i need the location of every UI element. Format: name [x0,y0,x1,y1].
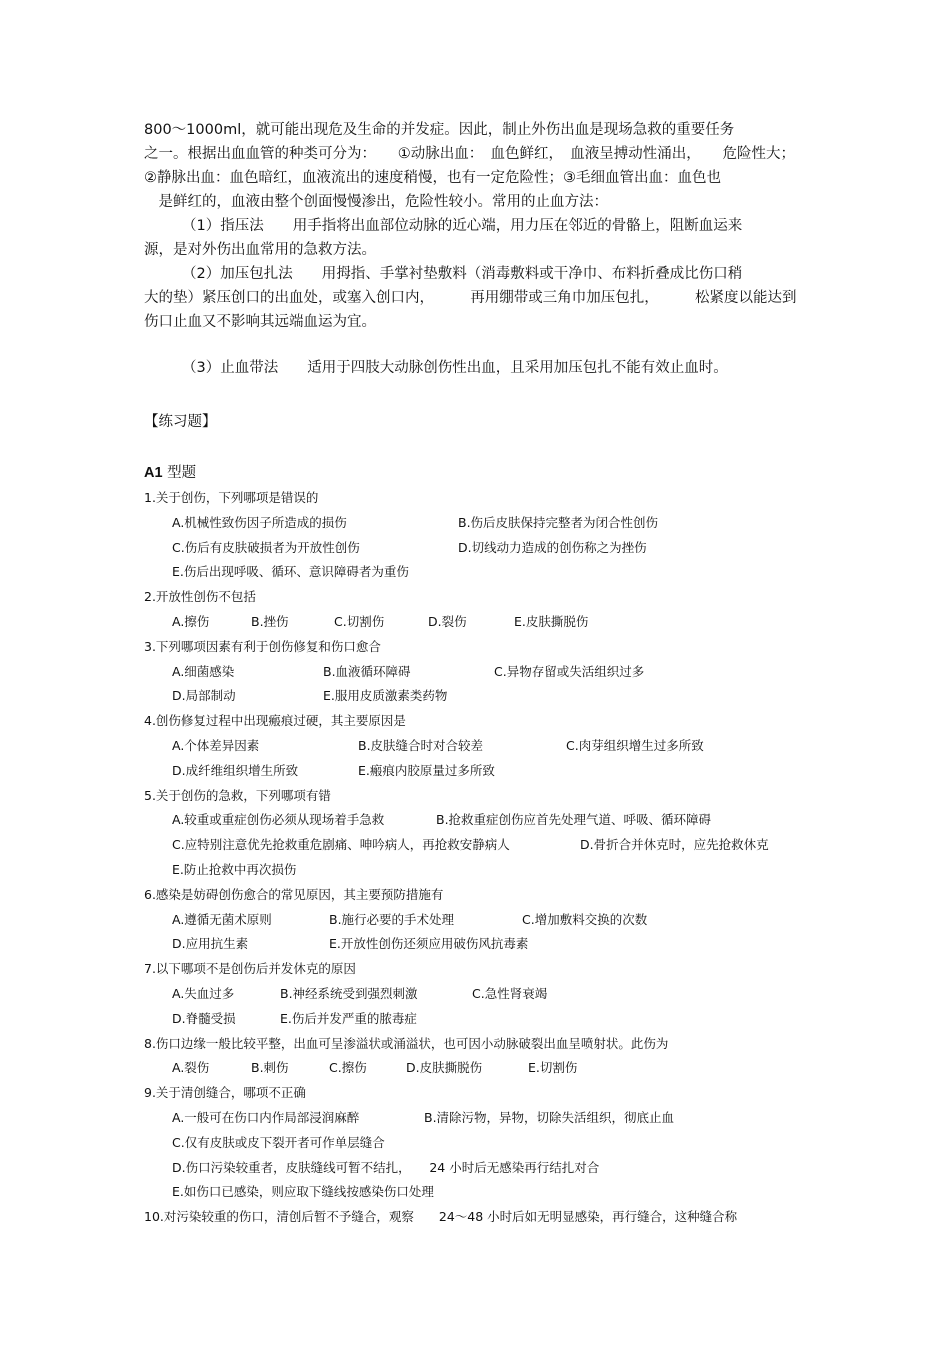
option-row [144,858,844,883]
answer-option: D.局部制动 [172,688,236,704]
answer-option: E.伤后并发严重的脓毒症 [280,1010,417,1026]
question-stem: 6.感染是妨碍创伤愈合的常见原因，其主要预防措施有 [144,886,444,902]
answer-option: E.皮肤撕脱伤 [514,613,589,629]
option-row [144,1007,844,1032]
answer-option: A.遵循无菌术原则 [172,911,272,927]
option-row [144,833,844,858]
answer-option: E.切割伤 [528,1060,578,1076]
intro-line: （2）加压包扎法 用拇指、手掌衬垫敷料（消毒敷料或干净巾、布料折叠成比伤口稍 [182,266,743,282]
answer-option: C.肉芽组织增生过多所致 [566,737,704,753]
intro-line: ②静脉出血：血色暗红，血液流出的速度稍慢，也有一定危险性；③毛细血管出血：血色也 [144,170,721,186]
question-stem: 5.关于创伤的急救，下列哪项有错 [144,787,331,803]
answer-option: A.一般可在伤口内作局部浸润麻醉 [172,1109,360,1125]
question-stem: 8.伤口边缘一般比较平整，出血可呈渗溢状或涌溢状，也可因小动脉破裂出血呈喷射状。此伤为 [144,1035,669,1051]
question-stem: 1.关于创伤，下列哪项是错误的 [144,490,319,505]
option-row [144,511,844,536]
answer-option: E.服用皮质激素类药物 [323,688,448,704]
answer-option: B.神经系统受到强烈刺激 [280,985,418,1001]
answer-option: C.伤后有皮肤破损者为开放性创伤 [172,539,360,555]
section-label: A1 [144,465,163,481]
option-row [144,660,844,685]
answer-option: B.皮肤缝合时对合较差 [358,737,484,753]
question-stem: 9.关于清创缝合，哪项不正确 [144,1085,306,1101]
answer-option: D.应用抗生素 [172,936,249,952]
exercise-heading: 【练习题】 [144,414,217,430]
answer-option: C.增加敷料交换的次数 [522,911,648,927]
answer-option: C.擦伤 [329,1060,367,1076]
answer-option: D.伤口污染较重者，皮肤缝线可暂不结扎， 24 小时后无感染再行结扎对合 [172,1159,600,1175]
answer-option: E.开放性创伤还须应用破伤风抗毒素 [329,936,529,952]
intro-line: （1）指压法 用手指将出血部位动脉的近心端，用力压在邻近的骨骼上，阻断血运来 [182,218,743,234]
answer-option: A.细菌感染 [172,663,235,679]
intro-line: 大的垫）紧压创口的出血处，或塞入创口内， 再用绷带或三角巾加压包扎， 松紧度以能达到 [144,290,797,306]
option-row [144,1156,844,1181]
intro-line: 800～1000ml，就可能出现危及生命的并发症。因此，制止外伤出血是现场急救的重要任务 [144,122,735,138]
answer-option: D.裂伤 [428,613,467,629]
section-label-rest: 型题 [162,465,197,481]
answer-option: B.施行必要的手术处理 [329,911,455,927]
answer-option: E.防止抢救中再次损伤 [172,861,297,877]
answer-option: B.挫伤 [251,613,289,629]
answer-option: C.切割伤 [334,613,385,629]
option-row [144,684,844,709]
answer-option: D.皮肤撕脱伤 [406,1060,483,1076]
option-row [144,759,844,784]
answer-option: A.擦伤 [172,613,210,629]
answer-option: D.切线动力造成的创伤称之为挫伤 [458,539,647,555]
answer-option: E.瘢痕内胶原量过多所致 [358,762,495,778]
intro-line: （3）止血带法 适用于四肢大动脉创伤性出血，且采用加压包扎不能有效止血时。 [182,360,728,376]
answer-option: D.骨折合并休克时，应先抢救休克 [580,837,769,853]
answer-option: A.裂伤 [172,1060,210,1076]
answer-option: D.脊髓受损 [172,1010,236,1026]
question-stem: 10.对污染较重的伤口，清创后暂不予缝合，观察 24～48 小时后如无明显感染，再行缝合，这种缝合称 [144,1209,738,1225]
answer-option: B.血液循环障碍 [323,663,411,679]
answer-option: A.机械性致伤因子所造成的损伤 [172,514,347,530]
option-row [144,536,844,561]
section-heading-a1 [144,461,196,482]
answer-option: C.急性肾衰竭 [472,985,548,1001]
answer-option: C.异物存留或失活组织过多 [494,663,645,679]
option-row [144,560,844,585]
answer-option: A.失血过多 [172,985,235,1001]
intro-line: 之一。根据出血血管的种类可分为： ①动脉出血： 血色鲜红， 血液呈搏动性涌出， 危险性大； [144,146,795,162]
question-stem: 7.以下哪项不是创伤后并发休克的原因 [144,961,356,977]
option-row [144,932,844,957]
question-stem: 3.下列哪项因素有利于创伤修复和伤口愈合 [144,638,381,654]
question-stem: 4.创伤修复过程中出现瘢痕过硬，其主要原因是 [144,713,406,729]
answer-option: A.个体差异因素 [172,737,260,753]
intro-line: 是鲜红的，血液由整个创面慢慢渗出，危险性较小。常用的止血方法： [144,194,608,210]
intro-line: 源，是对外伤出血常用的急救方法。 [144,242,376,258]
answer-option: C.应特别注意优先抢救重危剧痛、呻吟病人，再抢救安静病人 [172,837,510,853]
question-stem: 2.开放性创伤不包括 [144,589,256,605]
answer-option: E.伤后出现呼吸、循环、意识障碍者为重伤 [172,564,409,580]
option-row [144,1180,844,1205]
answer-option: B.刺伤 [251,1060,289,1076]
answer-option: B.抢救重症创伤应首先处理气道、呼吸、循环障碍 [436,812,712,828]
option-row [144,1056,844,1081]
answer-option: A.较重或重症创伤必须从现场着手急救 [172,812,385,828]
intro-line: 伤口止血又不影响其远端血运为宜。 [144,314,376,330]
option-row [144,734,844,759]
answer-option: B.清除污物，异物，切除失活组织，彻底止血 [424,1109,675,1125]
option-row [144,1131,844,1156]
intro-paragraphs [144,118,824,380]
answer-option: C.仅有皮肤或皮下裂开者可作单层缝合 [172,1134,385,1150]
option-row [144,908,844,933]
answer-option: D.成纤维组织增生所致 [172,762,299,778]
option-row [144,982,844,1007]
answer-option: B.伤后皮肤保持完整者为闭合性创伤 [458,514,659,530]
answer-option: E.如伤口已感染，则应取下缝线按感染伤口处理 [172,1184,434,1200]
option-row [144,1106,844,1131]
question-list [144,486,844,1230]
option-row [144,808,844,833]
option-row [144,610,844,635]
